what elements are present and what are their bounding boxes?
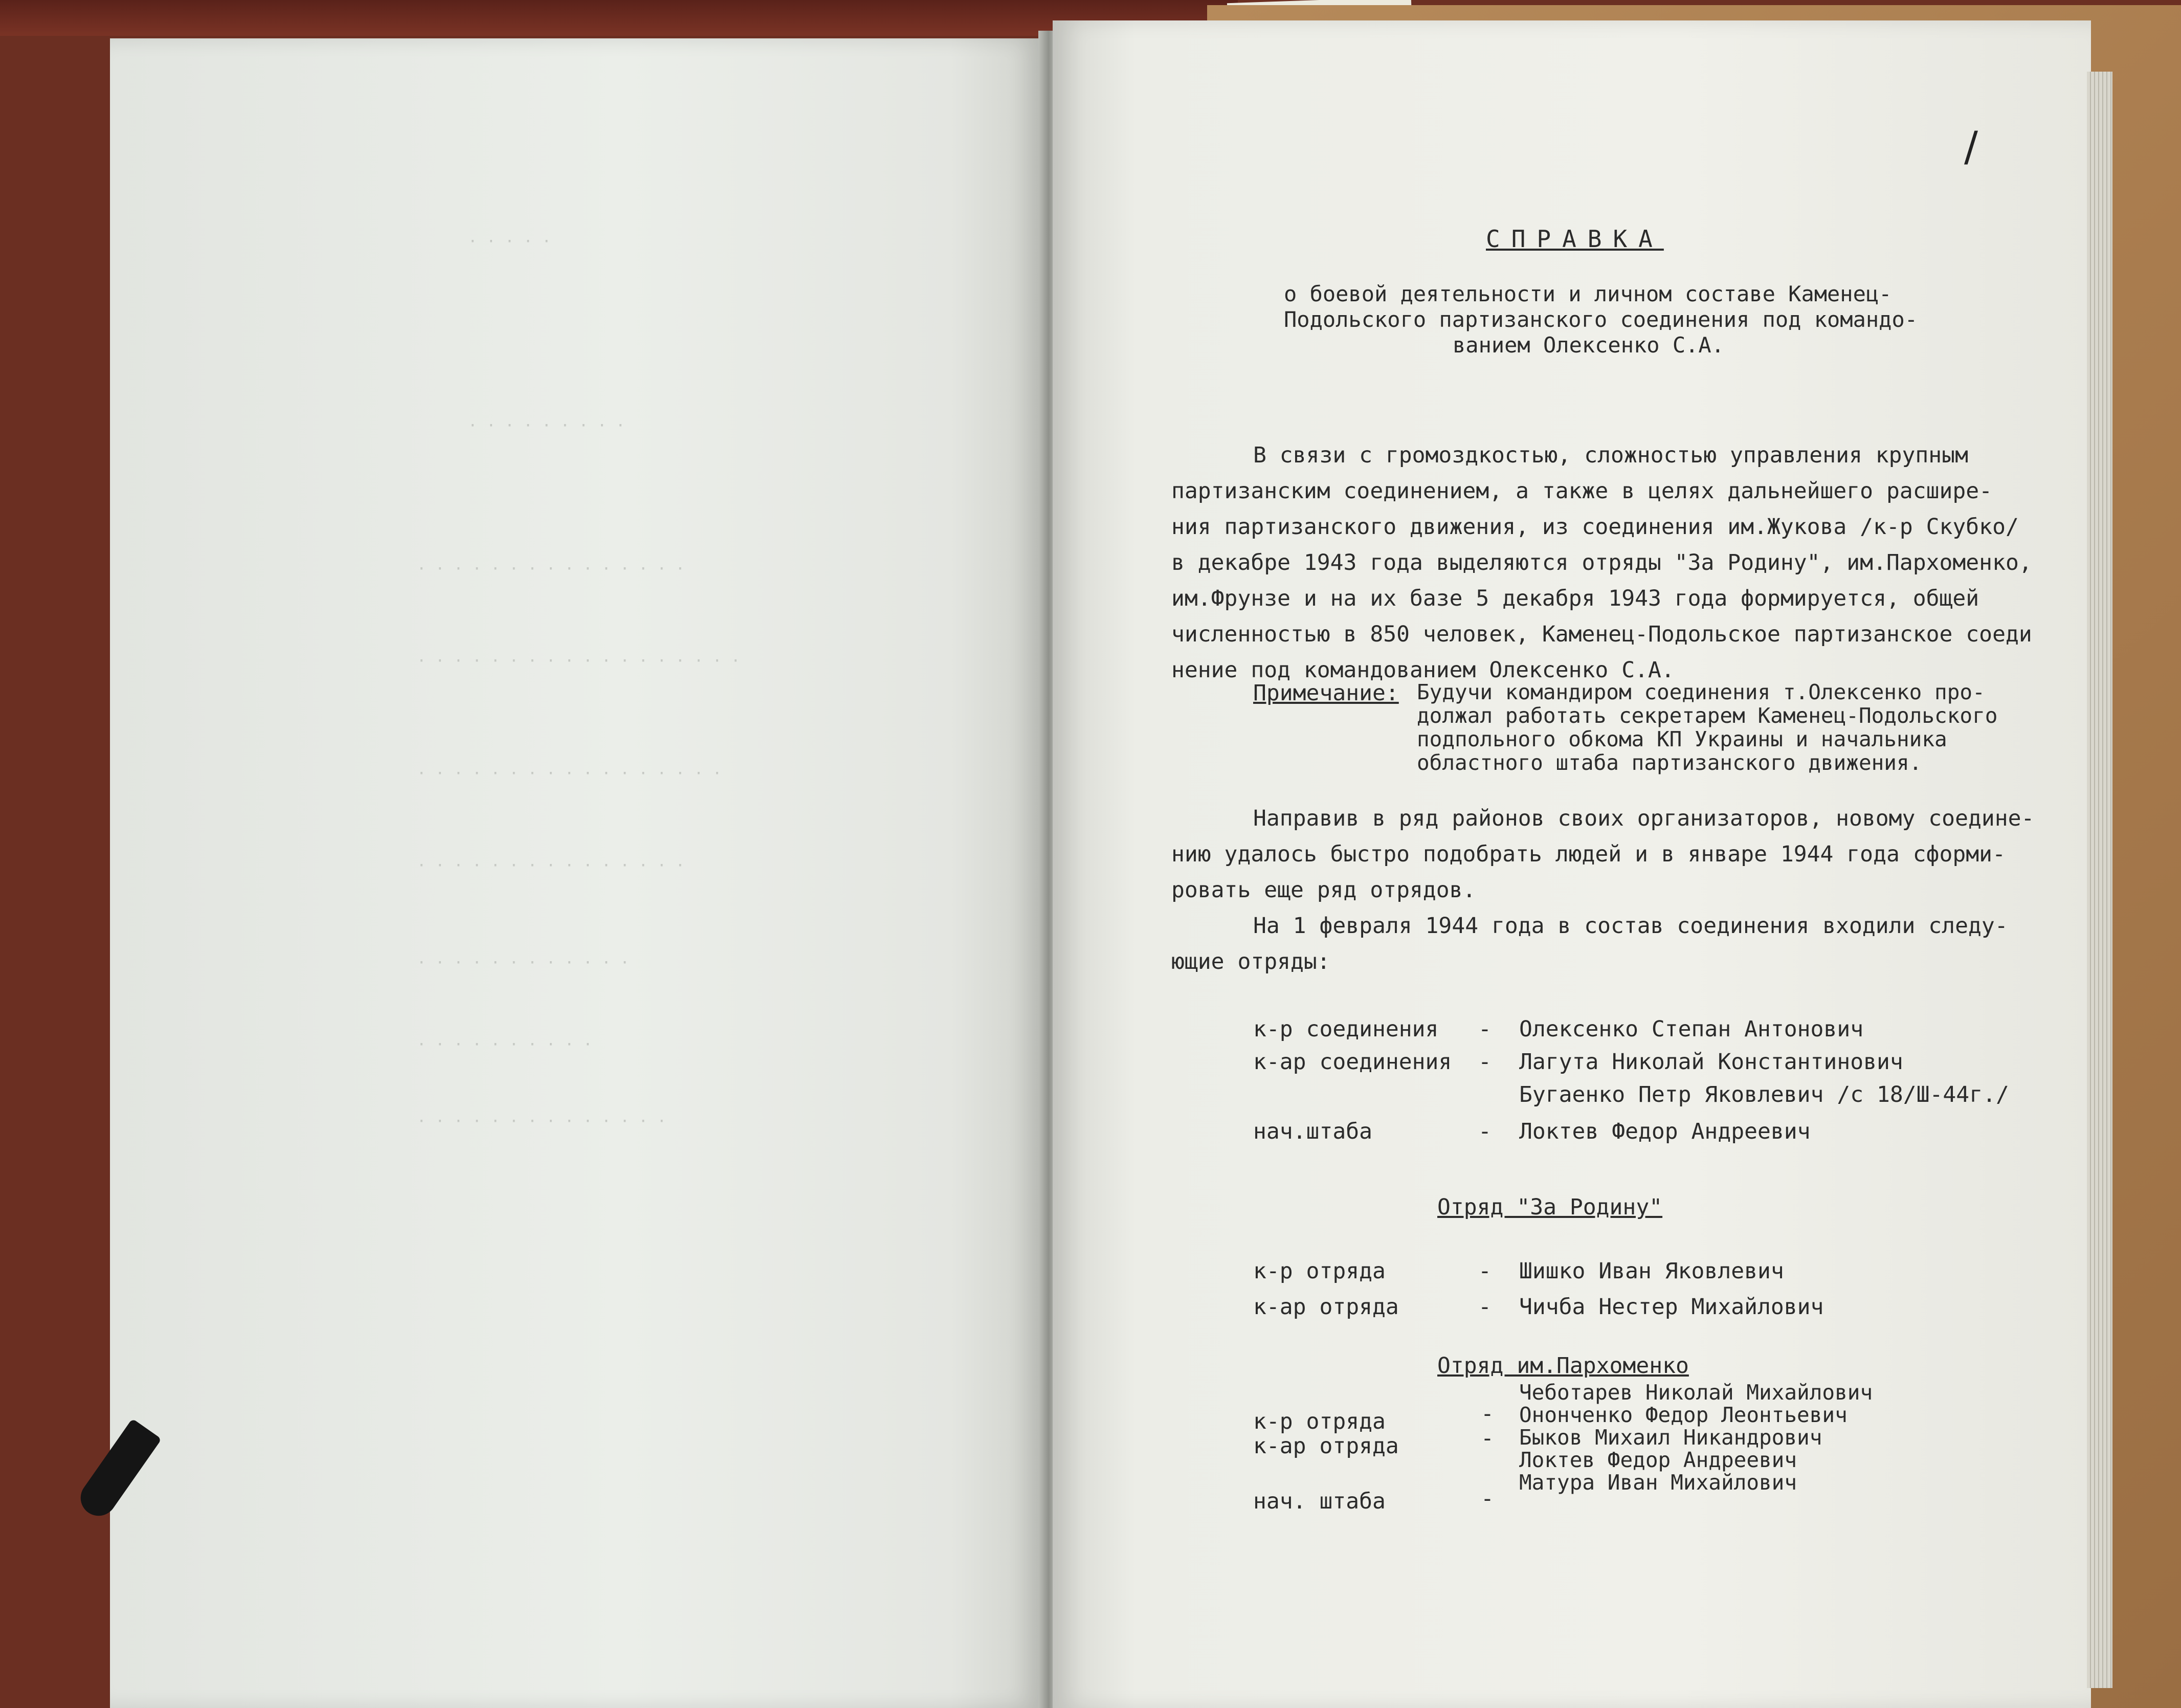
note-line: подпольного обкома КП Украины и начальника (1417, 727, 1947, 751)
text-line: партизанским соединением, а также в целях дальнейшего расшире- (1171, 478, 1993, 504)
show-through-text: · · · · · · · · · (468, 417, 626, 435)
role: к-ар отряда (1253, 1294, 1399, 1320)
paragraph-1 (1171, 437, 2032, 688)
unit1-heading: Отряд "За Родину" (1437, 1194, 1663, 1220)
subtitle-line: о боевой деятельности и личном составе Каменец- (1284, 281, 1892, 306)
role: к-р отряда (1253, 1409, 1386, 1434)
command-list (1253, 1013, 2009, 1148)
dash: - (1478, 1258, 1492, 1284)
text-line: ровать еще ряд отрядов. (1171, 877, 1476, 903)
unit-row (1253, 1289, 1823, 1325)
dash: - (1481, 1486, 1494, 1512)
note-line: Будучи командиром соединения т.Олексенко про- (1417, 680, 1985, 704)
show-through-text: · · · · · (468, 233, 551, 251)
unit-row (1253, 1253, 1823, 1289)
note-text (1417, 680, 1997, 774)
unit2-names (1519, 1381, 1873, 1494)
show-through-text: · · · · · · · · · · · · (417, 954, 630, 972)
note-line: должал работать секретарем Каменец-Подольского (1417, 703, 1998, 728)
role: нач. штаба (1253, 1489, 1386, 1514)
unit1-list (1253, 1253, 1823, 1325)
role: к-р соединения (1253, 1016, 1439, 1042)
show-through-text: · · · · · · · · · · · · · · (417, 1113, 666, 1130)
role: к-ар отряда (1253, 1433, 1399, 1459)
unit2-dashes (1481, 1402, 1494, 1451)
show-through-text: · · · · · · · · · · (417, 1036, 593, 1054)
text-line: ющие отряды: (1171, 949, 1330, 974)
text-line: численностью в 850 человек, Каменец-Подольское партизанское соеди (1171, 622, 2032, 647)
command-row (1253, 1013, 2009, 1046)
person-name: Бугаенко Петр Яковлевич /с 18/Ш-44г./ (1519, 1082, 2009, 1107)
unit2-heading: Отряд им.Пархоменко (1437, 1353, 1689, 1379)
role: к-р отряда (1253, 1258, 1386, 1284)
person-name: Шишко Иван Яковлевич (1519, 1258, 1784, 1284)
text-line: в декабре 1943 года выделяются отряды "За Родину", им.Пархоменко, (1171, 550, 2032, 575)
show-through-text: · · · · · · · · · · · · · · · · · · (417, 652, 741, 670)
show-through-text: · · · · · · · · · · · · · · · (417, 857, 685, 875)
document-title: СПРАВКА (1486, 225, 1664, 253)
person-name: Быков Михаил Никандрович (1519, 1425, 1822, 1450)
note-label: Примечание: (1253, 680, 1399, 706)
role: к-ар соединения (1253, 1049, 1452, 1075)
subtitle-line: Подольского партизанского соединения под командо- (1284, 307, 1918, 332)
text-line: нение под командованием Олексенко С.А. (1171, 657, 1675, 683)
person-name: Чичба Нестер Михайлович (1519, 1294, 1824, 1320)
dash: - (1478, 1049, 1492, 1075)
paragraph-3 (1171, 908, 2008, 980)
text-line: На 1 февраля 1944 года в состав соединения входили следу- (1253, 913, 2008, 939)
dash: - (1478, 1016, 1492, 1042)
note-line: областного штаба партизанского движения. (1417, 750, 1922, 775)
text-line: В связи с громоздкостью, сложностью управления крупным (1253, 442, 1968, 468)
dash: - (1478, 1119, 1492, 1144)
dash: - (1481, 1426, 1494, 1451)
text-line: ния партизанского движения, из соединения им.Жукова /к-р Скубко/ (1171, 514, 2019, 540)
command-row (1253, 1115, 2009, 1148)
text-line: нию удалось быстро подобрать людей и в январе 1944 года сформи- (1171, 841, 2006, 867)
person-name: Локтев Федор Андреевич (1519, 1119, 1811, 1144)
text-line: им.Фрунзе и на их базе 5 декабря 1943 года формируется, общей (1171, 586, 1979, 611)
command-row (1253, 1046, 2009, 1078)
subtitle-line: ванием Олексенко С.А. (1453, 332, 1725, 358)
unit2-roles (1253, 1409, 1399, 1458)
show-through-text: · · · · · · · · · · · · · · · · · (417, 765, 722, 783)
page-edges (2087, 72, 2112, 1688)
page-number-mark: / (1964, 123, 1978, 170)
text-line: Направив в ряд районов своих организаторов, новому соедине- (1253, 806, 2035, 831)
person-name: Чеботарев Николай Михайлович (1519, 1380, 1873, 1405)
paragraph-2 (1171, 801, 2034, 908)
dash: - (1478, 1294, 1492, 1320)
person-name: Локтев Федор Андреевич (1519, 1448, 1797, 1472)
person-name: Ононченко Федор Леонтьевич (1519, 1403, 1848, 1427)
dash: - (1481, 1401, 1494, 1427)
command-row (1253, 1078, 2009, 1111)
role: нач.штаба (1253, 1119, 1372, 1144)
show-through-text: · · · · · · · · · · · · · · · (417, 560, 685, 578)
document-subtitle (1284, 281, 1918, 358)
person-name: Олексенко Степан Антонович (1519, 1016, 1864, 1042)
person-name: Матура Иван Михайлович (1519, 1470, 1797, 1495)
left-page-blank (110, 38, 1043, 1708)
person-name: Лагута Николай Константинович (1519, 1049, 1903, 1075)
